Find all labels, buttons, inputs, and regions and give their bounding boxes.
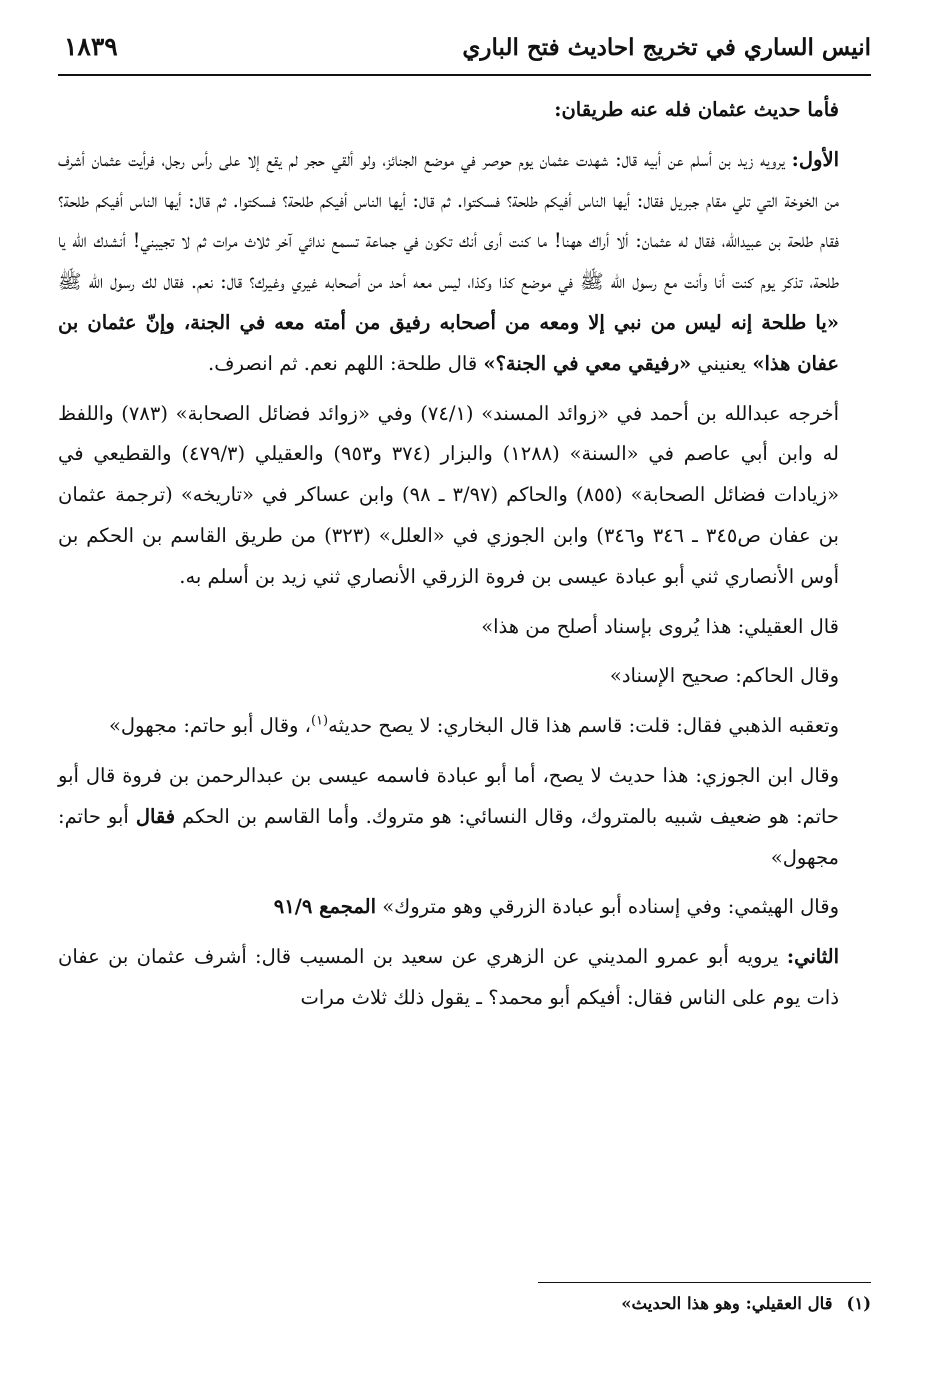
second-route-text: يرويه أبو عمرو المديني عن الزهري عن سعيد بن المسيب قال: أشرف عثمان بن عفان ذات يوم على الناس فقال: أفيكم أبو محمد؟ ـ يقول ذلك ثلاث مرات [58,945,839,1009]
dhahabi-comment [58,706,871,747]
ibn-jawzi-text-b: أبو حاتم: مجهول» [58,804,839,869]
hadith-mid: يعنيني [691,351,753,375]
hakim-comment: وقال الحاكم: صحيح الإسناد» [609,664,839,688]
ibn-jawzi-bold: فقال [135,804,176,828]
haythami-text: وقال الهيثمي: وفي إسناده أبو عبادة الزرقي وهو متروك» [376,895,839,919]
second-route-label: الثاني: [786,945,839,969]
uqaili-comment: قال العقيلي: هذا يُروى بإسناد أصلح من هذا» [481,614,839,638]
hadith-quote-2: «رفيقي معي في الجنة؟» [483,351,692,375]
footnote-text: قال العقيلي: وهو هذا الحديث» [621,1294,833,1313]
footnote [621,1294,871,1313]
ibn-jawzi-comment [58,756,871,878]
running-title: انيس الساري في تخريج احاديث فتح الباري [462,34,871,61]
haythami-comment [58,887,871,928]
section-heading: فأما حديث عثمان فله عنه طريقان: [554,98,839,121]
majma-reference: المجمع ٩١/٩ [273,895,376,919]
book-page [58,26,871,1356]
footnote-separator [538,1282,871,1283]
main-text [58,90,871,1019]
page-number: ١٨٣٩ [64,32,118,61]
dhahabi-text-a: وتعقبه الذهبي فقال: قلت: قاسم هذا قال البخاري: لا يصح حديثه [328,714,839,738]
dhahabi-text-b: ، وقال أبو حاتم: مجهول» [108,714,311,738]
second-route-paragraph [58,937,871,1019]
hadith-end: قال طلحة: اللهم نعم. ثم انصرف. [208,351,484,375]
hadith-quote: «يا طلحة إنه ليس من نبي إلا ومعه من أصحابه رفيق من أمته معه في الجنة، وإنّ عثمان بن عفان هذا» [58,310,839,375]
page-header [58,26,871,76]
first-route-text: يرويه زيد بن أسلم عن أبيه قال: شهدت عثمان يوم حوصر في موضع الجنائز، ولو ألقي حجر لم يقع إلا على رأس رجل، فرأيت عثمان أشرف من الخوخة التي تلي مقام جبريل فقال: أيها الناس أفيكم طلحة؟ فسكتوا. ثم قال: أيها الناس أفيكم طلحة؟ فسكتوا. ثم قال: أيها الناس أفيكم طلحة؟ فقام طلحة بن عبيدالله، فقال له عثمان: ألا أراك ههنا! ما كنت أرى أنك تكون في جماعة تسمع ندائي آخر ثلاث مرات ثم لا تجيبني! أنشدك الله يا طلحة، تذكر يوم كنت أنا وأنت مع رسول الله ﷺ في موضع كذا وكذا، ليس معه أحد من أصحابه غيري وغيرك؟ قال: نعم. فقال لك رسول الله ﷺ [58,147,839,294]
first-route-label: الأول: [791,147,839,171]
ibn-jawzi-text-a: وقال ابن الجوزي: هذا حديث لا يصح، أما أبو عبادة فاسمه عيسى بن عبدالرحمن بن فروة قال أبو حاتم: هو ضعيف شبيه بالمتروك، وقال النسائي: هو متروك. وأما القاسم بن الحكم [58,763,839,828]
takhrij-paragraph: أخرجه عبدالله بن أحمد في «زوائد المسند» (٧٤/١) وفي «زوائد فضائل الصحابة» (٧٨٣) واللفظ له وابن أبي عاصم في «السنة» (١٢٨٨) والبزار (٣٧٤ و٩٥٣) والعقيلي (٤٧٩/٣) والقطيعي في «زيادات فضائل الصحابة» (٨٥٥) والحاكم (٣/٩٧ ـ ٩٨) وابن عساكر في «تاريخه» (ترجمة عثمان بن عفان ص٣٤٥ ـ ٣٤٦ و٣٤٦) وابن الجوزي في «العلل» (٣٢٣) من طريق القاسم بن الحكم بن أوس الأنصاري ثني أبو عبادة عيسى بن فروة الزرقي الأنصاري ثني زيد بن أسلم به. [58,401,839,588]
first-route-paragraph [58,140,871,385]
footnote-reference: (١) [310,713,329,729]
footnote-number: (١) [846,1294,871,1313]
